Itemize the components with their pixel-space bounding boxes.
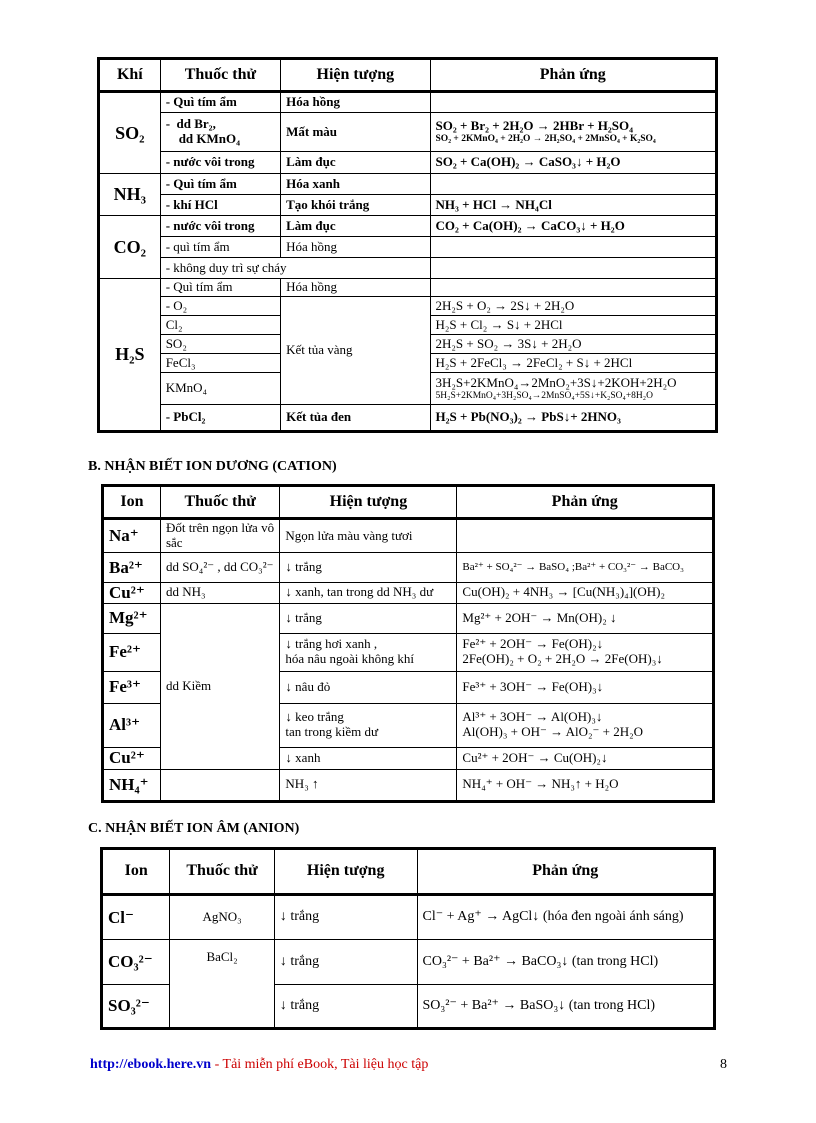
reaction [457, 633, 714, 671]
reaction: CO₂ + Ca(OH)₂ → CaCO₃↓ + H₂O [430, 216, 716, 237]
phenomenon: ↓ nâu đỏ [280, 671, 457, 703]
reagent: KMnO₄ [160, 373, 280, 405]
footer [90, 1057, 428, 1073]
reagent: - quì tím ẩm [160, 237, 280, 258]
gas-label: SO₂ [99, 92, 161, 174]
reagent: - O₂ [160, 297, 280, 316]
phenomenon: ↓ xanh, tan trong dd NH₃ dư [280, 583, 457, 604]
reaction [430, 174, 716, 195]
ion-label: SO₃²⁻ [102, 985, 170, 1029]
reaction [457, 519, 714, 553]
phenomenon: Tạo khói trắng [281, 195, 430, 216]
reagent: - Quì tím ẩm [160, 92, 280, 113]
reaction [430, 373, 716, 405]
ion-label: Cu²⁺ [103, 747, 161, 769]
reaction [430, 237, 716, 258]
reagent: dd SO₄²⁻ , dd CO₃²⁻ [160, 553, 279, 583]
anion-identification-table [100, 847, 716, 1030]
col-head: Hiện tượng [281, 59, 430, 92]
reagent: - Quì tím ẩm [160, 174, 280, 195]
phenomenon: Mất màu [281, 113, 430, 152]
reagent: BaCl₂ [170, 940, 275, 1029]
reaction: Cu²⁺ + 2OH⁻ → Cu(OH)₂↓ [457, 747, 714, 769]
col-head: Thuốc thử [160, 59, 280, 92]
reaction: NH₃ + HCl → NH₄Cl [430, 195, 716, 216]
col-head: Phản ứng [457, 486, 714, 519]
phenomenon: Hóa hồng [281, 237, 430, 258]
col-head: Ion [102, 849, 170, 895]
phenomenon: Làm đục [281, 216, 430, 237]
section-heading-anion: C. NHẬN BIẾT ION ÂM (ANION) [88, 821, 300, 836]
reagent: AgNO₃ [170, 895, 275, 940]
reaction-line: 2Fe(OH)₂ + O₂ + 2H₂O → 2Fe(OH)₃↓ [462, 651, 663, 667]
reagent: - nước vôi trong [160, 216, 280, 237]
ion-label: Cu²⁺ [103, 583, 161, 604]
reaction-line: Fe²⁺ + 2OH⁻ → Fe(OH)₂↓ [462, 636, 604, 652]
reaction [430, 258, 716, 279]
reaction: 2H₂S + O₂ → 2S↓ + 2H₂O [430, 297, 716, 316]
reaction: H₂S + Pb(NO₃)₂ → PbS↓+ 2HNO₃ [430, 405, 716, 432]
phenomenon: ↓ trắng [280, 553, 457, 583]
reagent: Cl₂ [160, 316, 280, 335]
reaction: Cu(OH)₂ + 4NH₃ → [Cu(NH₃)₄](OH)₂ [457, 583, 714, 604]
reaction [430, 92, 716, 113]
reagent: - Quì tím ẩm [160, 279, 280, 297]
gas-label: NH₃ [99, 174, 161, 216]
phenomenon: Làm đục [281, 152, 430, 174]
phenomenon: Hóa hồng [281, 92, 430, 113]
reagent: dd Kiềm [160, 603, 279, 769]
ion-label: Fe³⁺ [103, 671, 161, 703]
reaction: Mg²⁺ + 2OH⁻ → Mn(OH)₂ ↓ [457, 603, 714, 633]
reaction: Fe³⁺ + 3OH⁻ → Fe(OH)₃↓ [457, 671, 714, 703]
section-heading-cation: B. NHẬN BIẾT ION DƯƠNG (CATION) [88, 459, 337, 474]
reaction-line: 5H₂S+2KMnO₄+3H₂SO₄→2MnSO₄+5S↓+K₂SO₄+8H₂O [435, 390, 653, 401]
phenomenon: Hóa hồng [281, 279, 430, 297]
reaction [457, 703, 714, 747]
footer-text: Tải miễn phí eBook, Tài liệu học tập [222, 1057, 429, 1072]
phenomenon: ↓ trắng [274, 985, 417, 1029]
col-head: Phản ứng [430, 59, 716, 92]
phenomenon: ↓ trắng [280, 603, 457, 633]
phenomenon: ↓ xanh [280, 747, 457, 769]
reaction-line: SO₂ + Br₂ + 2H₂O → 2HBr + H₂SO₄ [435, 118, 634, 134]
reaction: SO₂ + Ca(OH)₂ → CaSO₃↓ + H₂O [430, 152, 716, 174]
gas-label: H₂S [99, 279, 161, 432]
phenomenon: ↓ trắng [274, 895, 417, 940]
reaction: 2H₂S + SO₂ → 3S↓ + 2H₂O [430, 335, 716, 354]
ion-label: Cl⁻ [102, 895, 170, 940]
reagent: FeCl₃ [160, 354, 280, 373]
reaction: NH₄⁺ + OH⁻ → NH₃↑ + H₂O [457, 769, 714, 801]
reaction-line: Al(OH)₃ + OH⁻ → AlO₂⁻ + 2H₂O [462, 724, 644, 740]
reaction: H₂S + 2FeCl₃ → 2FeCl₂ + S↓ + 2HCl [430, 354, 716, 373]
reagent: - PbCl₂ [160, 405, 280, 432]
col-head: Thuốc thử [170, 849, 275, 895]
col-head: Khí [99, 59, 161, 92]
phenomenon: Ngọn lửa màu vàng tươi [280, 519, 457, 553]
reaction [430, 113, 716, 152]
reaction-line: 3H₂S+2KMnO₄→2MnO₂+3S↓+2KOH+2H₂O [435, 374, 677, 390]
col-head: Hiện tượng [280, 486, 457, 519]
phenomenon: Hóa xanh [281, 174, 430, 195]
ion-label: Na⁺ [103, 519, 161, 553]
col-head: Ion [103, 486, 161, 519]
reaction: Cl⁻ + Ag⁺ → AgCl↓ (hóa đen ngoài ánh sáng) [417, 895, 714, 940]
ion-label: NH₄⁺ [103, 769, 161, 801]
ion-label: Fe²⁺ [103, 633, 161, 671]
reagent [160, 769, 279, 801]
reagent: - khí HCl [160, 195, 280, 216]
phenomenon: ↓ trắng [274, 940, 417, 985]
col-head: Phản ứng [417, 849, 714, 895]
reagent: dd NH₃ [160, 583, 279, 604]
gas-identification-table [97, 57, 718, 433]
reaction-line: SO₂ + 2KMnO₄ + 2H₂O → 2H₂SO₄ + 2MnSO₄ + K₂SO₄ [435, 134, 656, 144]
col-head: Thuốc thử [160, 486, 279, 519]
reaction: CO₃²⁻ + Ba²⁺ → BaCO₃↓ (tan trong HCl) [417, 940, 714, 985]
reaction-line: Al³⁺ + 3OH⁻ → Al(OH)₃↓ [462, 709, 603, 725]
ion-label: Ba²⁺ [103, 553, 161, 583]
reagent: - nước vôi trong [160, 152, 280, 174]
ion-label: Mg²⁺ [103, 603, 161, 633]
reagent: Đốt trên ngọn lửa vô sắc [160, 519, 279, 553]
col-head: Hiện tượng [274, 849, 417, 895]
phenomenon: Kết tủa đen [281, 405, 430, 432]
reagent: - dd Br₂, dd KMnO₄ [160, 113, 280, 152]
cation-identification-table [101, 484, 715, 803]
reagent: SO₂ [160, 335, 280, 354]
reaction [430, 279, 716, 297]
phenomenon: ↓ trắng hơi xanh , hóa nâu ngoài không khí [280, 633, 457, 671]
phenomenon: Kết tủa vàng [281, 297, 430, 405]
footer-separator: - [211, 1057, 223, 1072]
gas-label: CO₂ [99, 216, 161, 279]
reagent: - không duy trì sự cháy [160, 258, 430, 279]
phenomenon: NH₃ ↑ [280, 769, 457, 801]
phenomenon: ↓ keo trắng tan trong kiềm dư [280, 703, 457, 747]
footer-link[interactable]: http://ebook.here.vn [90, 1057, 212, 1072]
ion-label: Al³⁺ [103, 703, 161, 747]
page-number: 8 [720, 1057, 727, 1072]
reaction: SO₃²⁻ + Ba²⁺ → BaSO₃↓ (tan trong HCl) [417, 985, 714, 1029]
reaction: H₂S + Cl₂ → S↓ + 2HCl [430, 316, 716, 335]
ion-label: CO₃²⁻ [102, 940, 170, 985]
reaction: Ba²⁺ + SO₄²⁻ → BaSO₄ ;Ba²⁺ + CO₃²⁻ → BaCO₃ [457, 553, 714, 583]
